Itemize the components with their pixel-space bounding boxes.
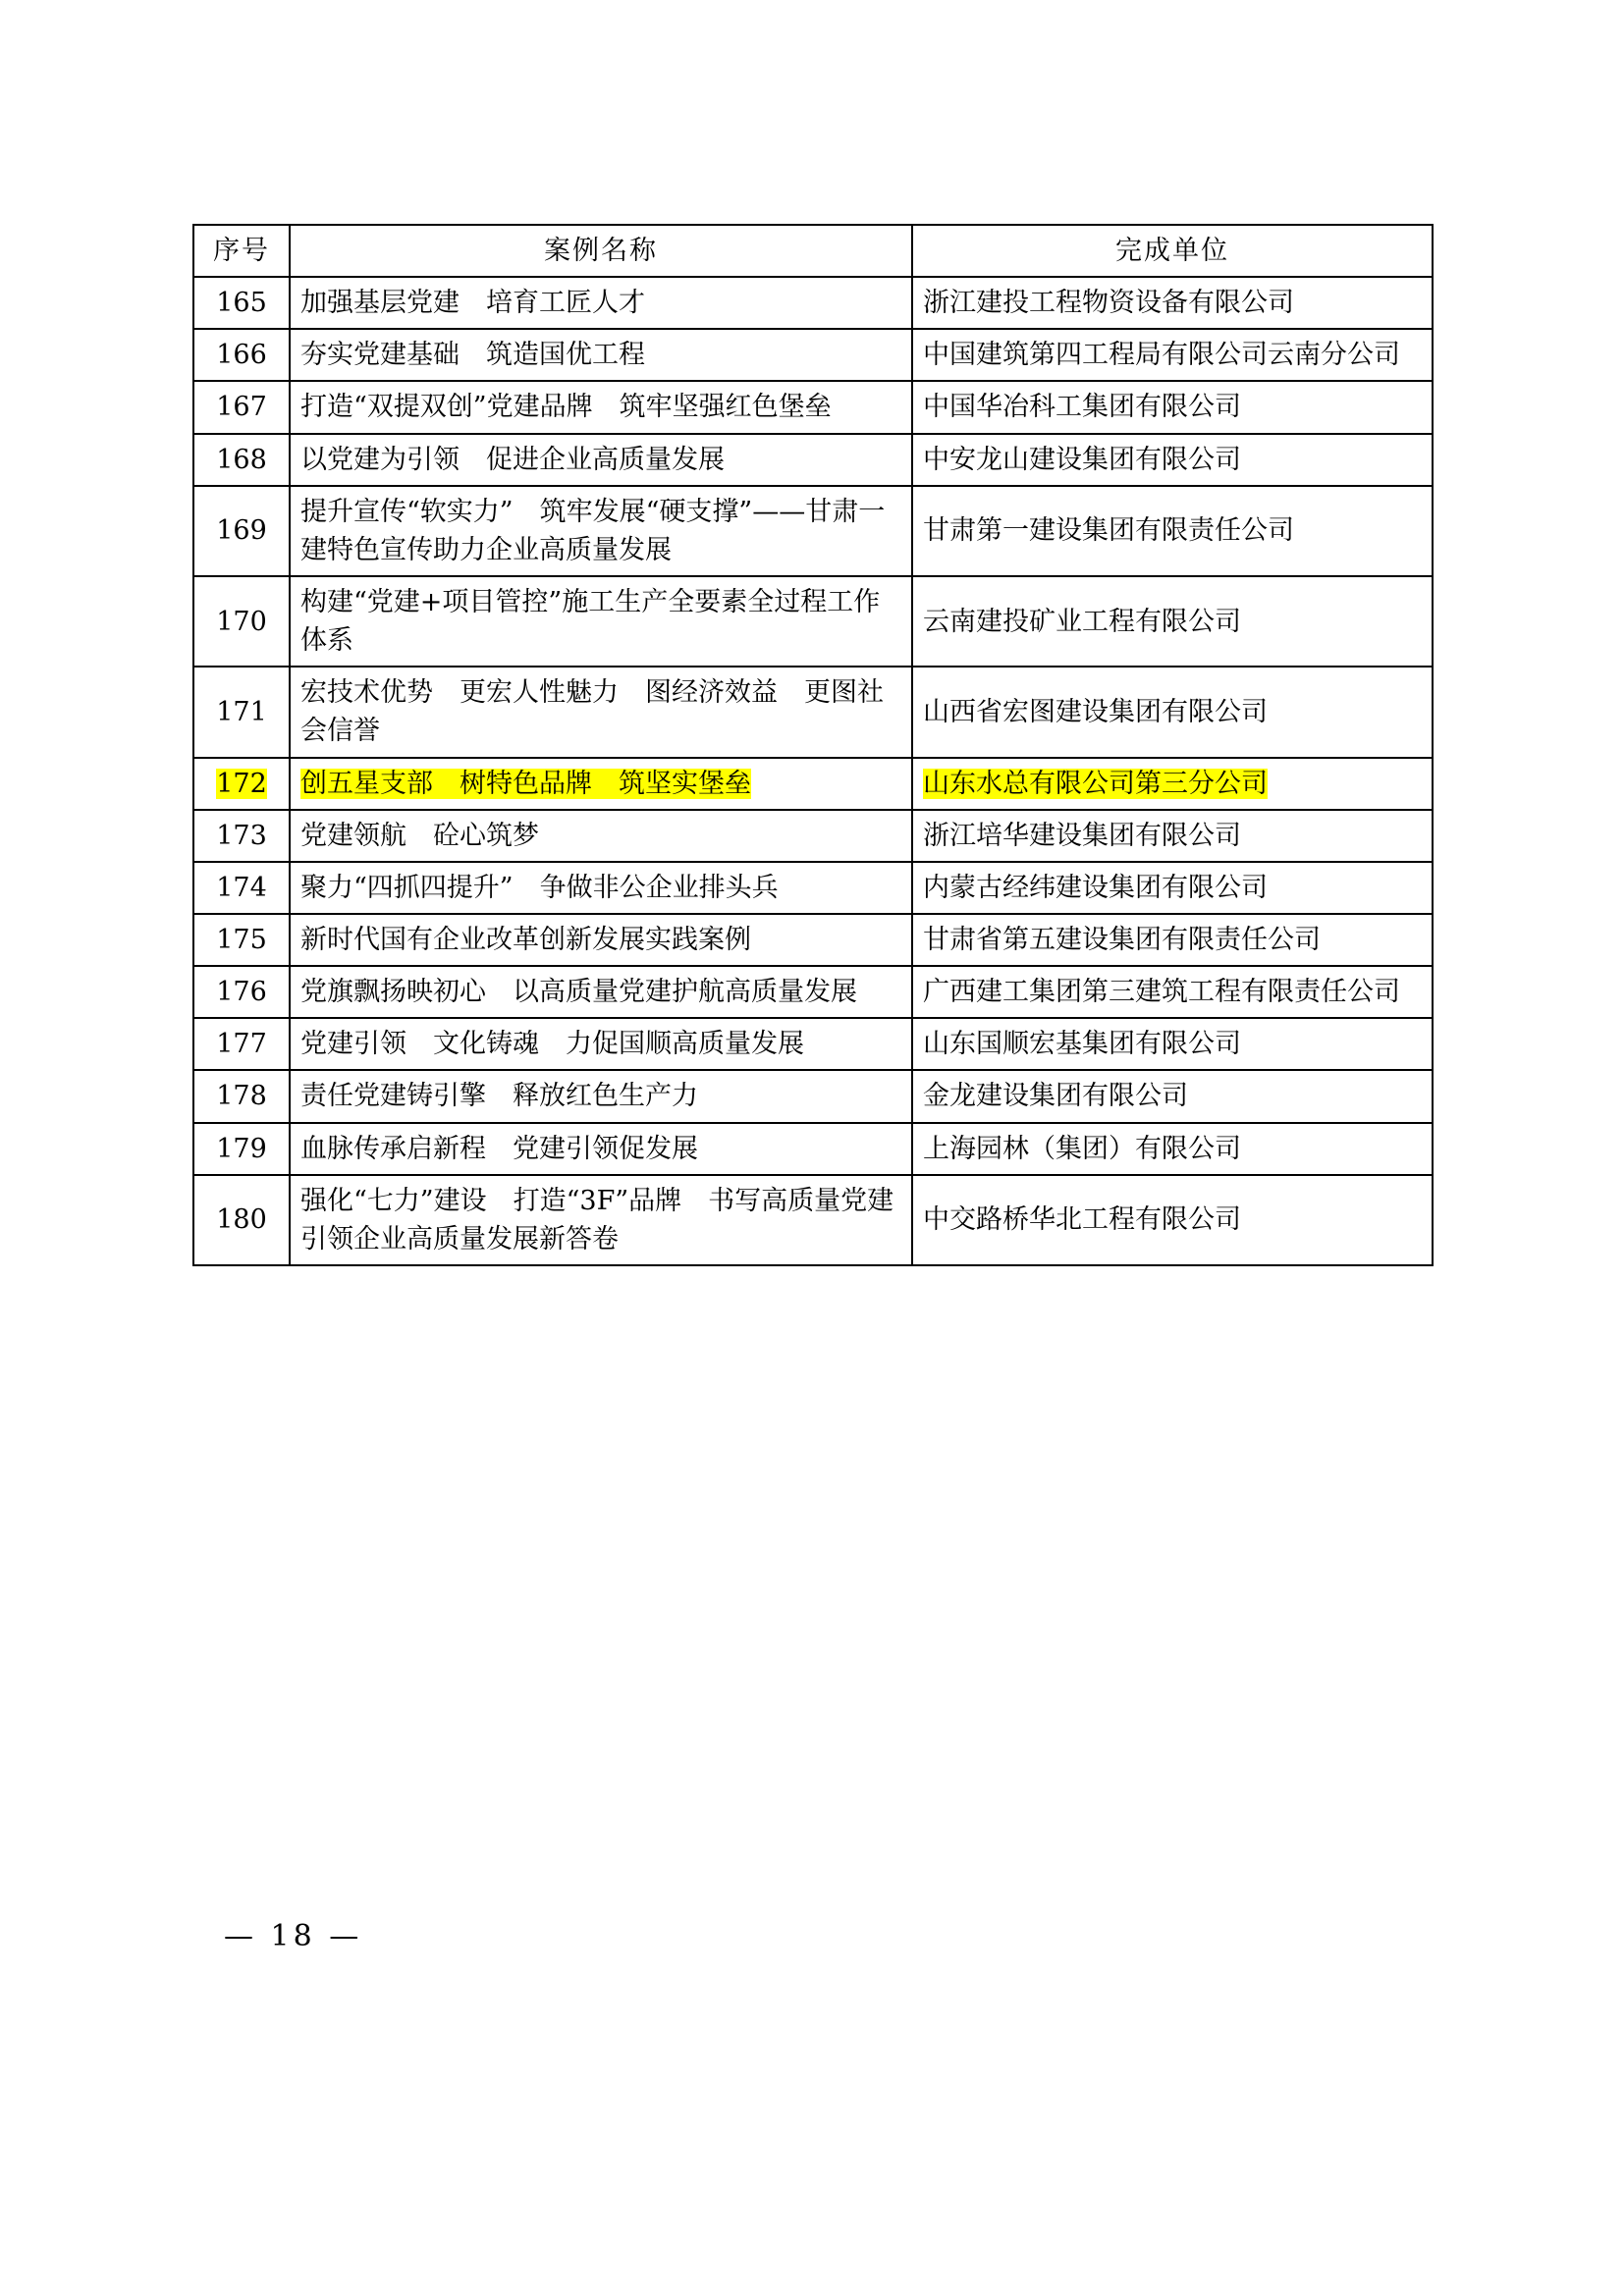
table-row [193,914,1433,966]
cell-index: 177 [193,1018,290,1070]
cell-index: 167 [193,381,290,433]
cell-unit: 云南建投矿业工程有限公司 [912,576,1433,667]
cell-unit: 内蒙古经纬建设集团有限公司 [912,862,1433,914]
cell-case-name: 聚力“四抓四提升” 争做非公企业排头兵 [290,862,912,914]
cell-index: 173 [193,810,290,862]
cases-table-wrapper [192,224,1432,1266]
cell-index: 169 [193,486,290,576]
table-row [193,1070,1433,1122]
cell-unit: 中国建筑第四工程局有限公司云南分公司 [912,329,1433,381]
cell-unit: 浙江培华建设集团有限公司 [912,810,1433,862]
cell-case-name: 党旗飘扬映初心 以高质量党建护航高质量发展 [290,966,912,1018]
cell-index: 176 [193,966,290,1018]
table-row [193,1123,1433,1175]
cell-unit: 广西建工集团第三建筑工程有限责任公司 [912,966,1433,1018]
column-header-unit: 完成单位 [912,225,1433,277]
cell-unit: 中安龙山建设集团有限公司 [912,434,1433,486]
cell-case-name: 新时代国有企业改革创新发展实践案例 [290,914,912,966]
cell-index: 180 [193,1175,290,1265]
table-header-row [193,225,1433,277]
cell-unit: 甘肃省第五建设集团有限责任公司 [912,914,1433,966]
cell-unit: 中交路桥华北工程有限公司 [912,1175,1433,1265]
cell-case-name: 强化“七力”建设 打造“3F”品牌 书写高质量党建引领企业高质量发展新答卷 [290,1175,912,1265]
highlight-mark: 创五星支部 树特色品牌 筑坚实堡垒 [300,768,751,799]
cell-index: 171 [193,667,290,757]
cell-unit: 山东国顺宏基集团有限公司 [912,1018,1433,1070]
cases-table [192,224,1434,1266]
cell-case-name: 宏技术优势 更宏人性魅力 图经济效益 更图社会信誉 [290,667,912,757]
table-row [193,758,1433,810]
page-number: — 18 — [224,1919,363,1953]
cell-index: 179 [193,1123,290,1175]
cell-index: 166 [193,329,290,381]
cell-unit: 山西省宏图建设集团有限公司 [912,667,1433,757]
cell-unit [912,758,1433,810]
column-header-index: 序号 [193,225,290,277]
cell-case-name: 以党建为引领 促进企业高质量发展 [290,434,912,486]
highlight-mark: 山东水总有限公司第三分公司 [923,768,1268,799]
table-row [193,486,1433,576]
highlight-mark: 172 [216,768,267,799]
cell-case-name: 夯实党建基础 筑造国优工程 [290,329,912,381]
column-header-case-name: 案例名称 [290,225,912,277]
table-row [193,1018,1433,1070]
table-row [193,966,1433,1018]
cell-unit: 甘肃第一建设集团有限责任公司 [912,486,1433,576]
cell-case-name: 提升宣传“软实力” 筑牢发展“硬支撑”——甘肃一建特色宣传助力企业高质量发展 [290,486,912,576]
cell-case-name: 党建引领 文化铸魂 力促国顺高质量发展 [290,1018,912,1070]
table-row [193,862,1433,914]
cell-index: 174 [193,862,290,914]
table-body [193,277,1433,1265]
cell-index: 165 [193,277,290,329]
cell-case-name [290,758,912,810]
table-row [193,277,1433,329]
table-row [193,1175,1433,1265]
cell-index: 175 [193,914,290,966]
table-row [193,434,1433,486]
table-row [193,381,1433,433]
table-row [193,810,1433,862]
cell-case-name: 血脉传承启新程 党建引领促发展 [290,1123,912,1175]
table-header [193,225,1433,277]
cell-case-name: 加强基层党建 培育工匠人才 [290,277,912,329]
cell-case-name: 党建领航 砼心筑梦 [290,810,912,862]
cell-unit: 浙江建投工程物资设备有限公司 [912,277,1433,329]
cell-case-name: 打造“双提双创”党建品牌 筑牢坚强红色堡垒 [290,381,912,433]
cell-index: 168 [193,434,290,486]
table-row [193,576,1433,667]
cell-index [193,758,290,810]
cell-index: 178 [193,1070,290,1122]
cell-case-name: 责任党建铸引擎 释放红色生产力 [290,1070,912,1122]
cell-unit: 上海园林（集团）有限公司 [912,1123,1433,1175]
table-row [193,667,1433,757]
cell-index: 170 [193,576,290,667]
cell-unit: 金龙建设集团有限公司 [912,1070,1433,1122]
table-row [193,329,1433,381]
cell-case-name: 构建“党建+项目管控”施工生产全要素全过程工作体系 [290,576,912,667]
cell-unit: 中国华冶科工集团有限公司 [912,381,1433,433]
